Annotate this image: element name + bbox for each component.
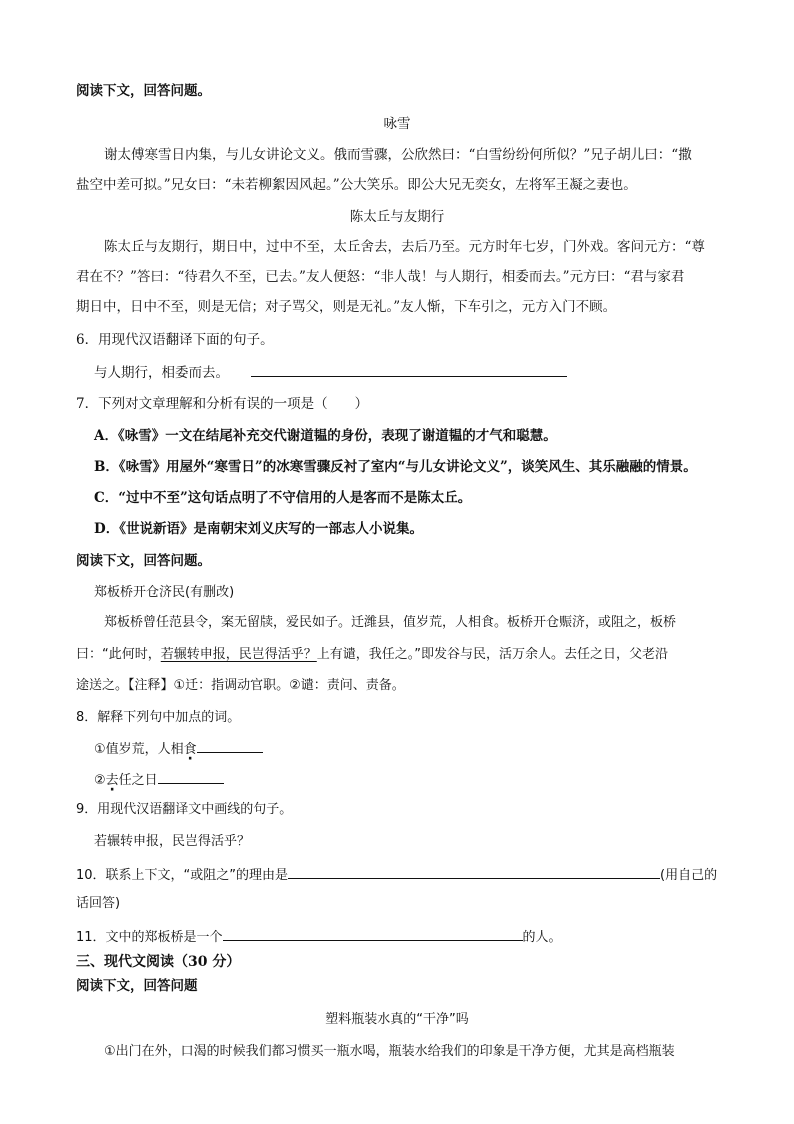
passage3-line1: 郑板桥曾任范县令，案无留牍，爱民如子。迁潍县，值岁荒，人相食。板桥开仓赈济，或阻之，板桥: [104, 615, 677, 630]
title-yongxue: 咏雪: [383, 116, 411, 132]
q10-row: [76, 864, 717, 886]
passage3-line2-pre: 曰：“此何时，: [76, 647, 161, 662]
q7-option-c[interactable]: C．“过中不至”这句话点明了不守信用的人是客而不是陈太丘。: [94, 490, 472, 506]
passage3-line2: [76, 645, 668, 665]
q11-stem: 11．文中的郑板桥是一个: [76, 930, 223, 945]
passage3-line2-post: 上有谴，我任之。”即发谷与民，活万余人。去任之日，父老沿: [316, 647, 669, 662]
q6-stem: 6．用现代汉语翻译下面的句子。: [76, 332, 274, 348]
q8-item1-blank[interactable]: [197, 738, 263, 753]
q8-item1: [94, 738, 263, 760]
q8-item1-text: ①值岁荒，人相: [94, 742, 184, 757]
q8-item2-number: ②: [94, 773, 106, 788]
q11-end: 的人。: [522, 930, 562, 945]
q9-sentence: 若辗转申报，民岂得活乎？: [94, 834, 251, 849]
q10-note: (用自己的: [660, 868, 718, 883]
q7-option-a[interactable]: A．《咏雪》一文在结尾补充交代谢道韫的身份，表现了谢道韫的才气和聪慧。: [94, 428, 557, 444]
q11-answer-blank[interactable]: [223, 926, 523, 941]
passage3-underlined-sentence: 若辗转申报，民岂得活乎？: [160, 647, 317, 662]
q8-item1-dotted-word: 食: [183, 742, 197, 757]
q7-option-b[interactable]: B．《咏雪》用屋外“寒雪日”的冰寒雪骤反衬了室内“与儿女讲论文义”，谈笑风生、其乐融融的情景。: [94, 459, 697, 475]
title-chentaiqiu: 陈太丘与友期行: [349, 209, 445, 225]
q7-stem: 7．下列对文章理解和分析有误的一项是（ ）: [76, 396, 369, 412]
section3-instruction: 阅读下文，回答问题: [76, 978, 198, 994]
passage2-line2: 君在不？”答曰：“待君久不至，已去。”友人便怒：“非人哉！与人期行，相委而去。”元方曰：“君与家君: [76, 269, 685, 285]
section1-instruction: 阅读下文，回答问题。: [76, 83, 211, 99]
q6-sentence-row: [94, 362, 567, 383]
q10-stem: 10．联系上下文，“或阻之”的理由是: [76, 868, 289, 883]
q8-item2-blank[interactable]: [158, 769, 224, 784]
passage2-line1: 陈太丘与友期行，期日中，过中不至，太丘舍去，去后乃至。元方时年七岁，门外戏。客问元方：“尊: [104, 239, 705, 255]
q8-stem: 8．解释下列句中加点的词。: [76, 710, 241, 725]
section2-instruction: 阅读下文，回答问题。: [76, 553, 211, 569]
title-plastic-bottle: 塑料瓶装水真的“干净”吗: [325, 1012, 469, 1027]
section3-heading: 三、现代文阅读（30 分）: [76, 954, 241, 970]
q10-note-cont: 话回答): [76, 896, 121, 911]
passage2-line3: 期日中，日中不至，则是无信；对子骂父，则是无礼。”友人惭，下车引之，元方入门不顾。: [76, 299, 617, 315]
q8-item2-dotted-word: 去: [105, 773, 119, 788]
q10-answer-blank[interactable]: [288, 864, 660, 879]
q11-row: [76, 926, 562, 948]
q6-sentence: 与人期行，相委而去。: [94, 365, 229, 381]
q6-answer-blank[interactable]: [251, 362, 567, 377]
passage3-line3: 途送之。【注释】①迁：指调动官职。②谴：责问、责备。: [76, 678, 405, 693]
passage1-line2: 盐空中差可拟。”兄女曰：“未若柳絮因风起。”公大笑乐。即公大兄无奕女，左将军王凝之妻也。: [76, 177, 637, 193]
q9-stem: 9．用现代汉语翻译文中画线的句子。: [76, 802, 293, 817]
title-zhengbanqiao: 郑板桥开仓济民(有删改): [94, 585, 235, 600]
q8-item2-text: 任之日: [118, 773, 158, 788]
passage1-line1: 谢太傅寒雪日内集，与儿女讲论文义。俄而雪骤，公欣然曰：“白雪纷纷何所似？”兄子胡儿曰：“撒: [104, 147, 692, 163]
q8-item2: [94, 769, 224, 791]
q7-option-d[interactable]: D．《世说新语》是南朝宋刘义庆写的一部志人小说集。: [94, 521, 423, 537]
passage4-line1: ①出门在外，口渴的时候我们都习惯买一瓶水喝，瓶装水给我们的印象是干净方便，尤其是高档瓶装: [104, 1044, 675, 1059]
